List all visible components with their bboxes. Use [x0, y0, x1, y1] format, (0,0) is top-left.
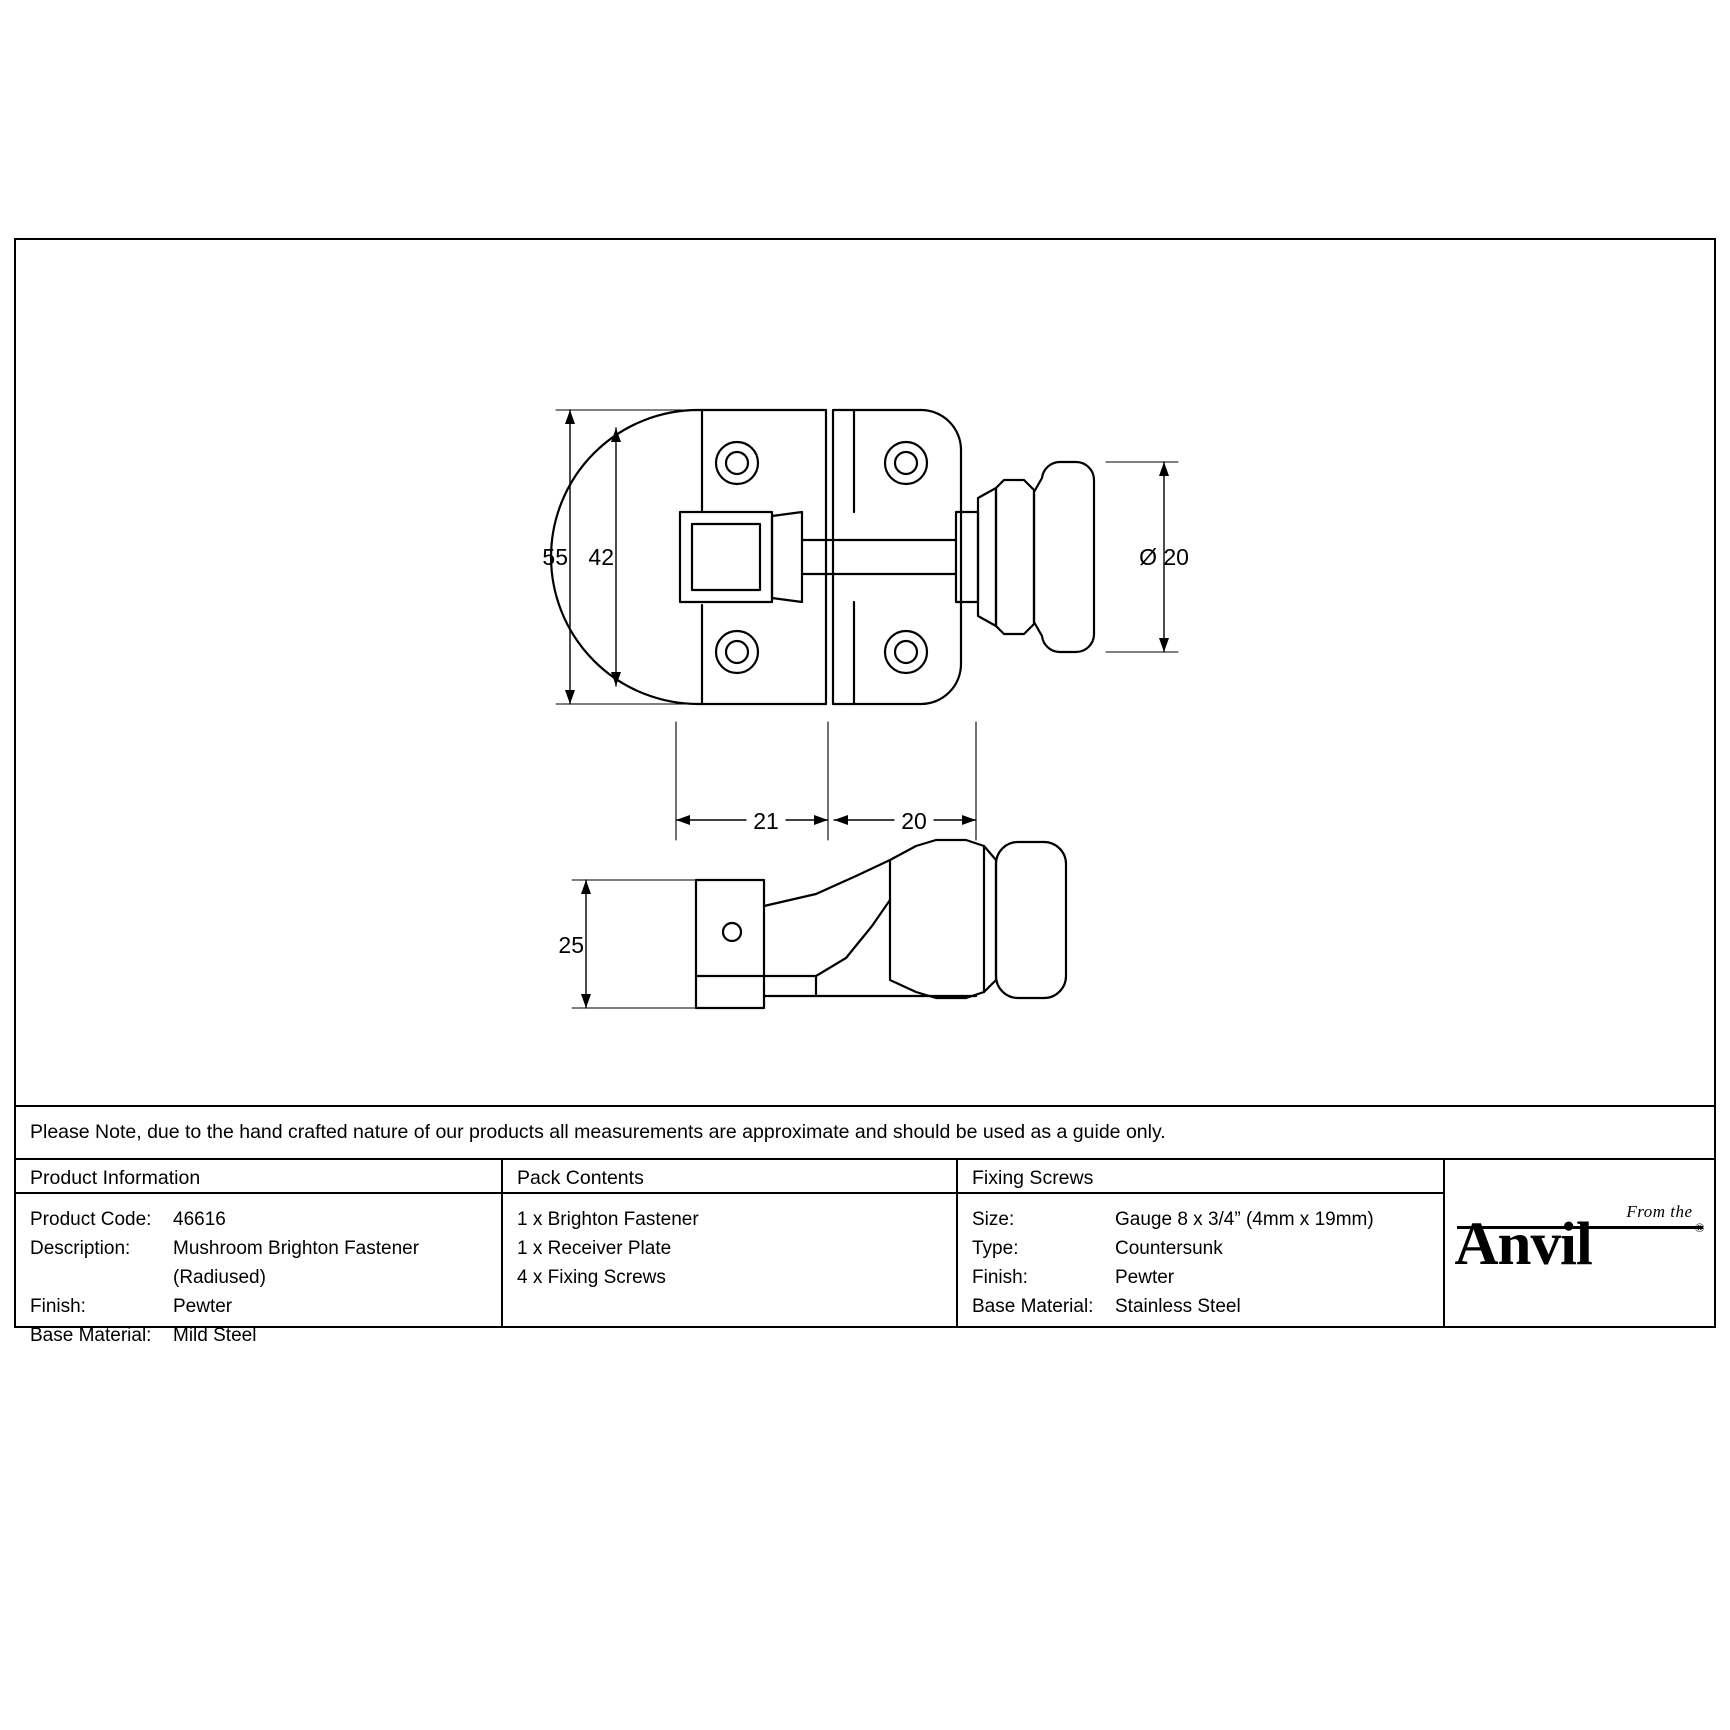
description-value-cont: (Radiused)	[173, 1267, 266, 1288]
dim-21-arrow-right	[814, 815, 828, 825]
receiver-slot-inner	[692, 524, 760, 590]
screw-hole-outer-3	[885, 442, 927, 484]
table-row	[30, 1205, 501, 1234]
pack-contents-body	[503, 1194, 956, 1292]
receiver-slot-outer	[680, 512, 772, 602]
table-row	[972, 1234, 1443, 1263]
technical-drawing	[16, 240, 1714, 1105]
dim-label-42: 42	[588, 544, 614, 570]
dim-label-25: 25	[558, 932, 584, 958]
drawing-svg	[16, 240, 1714, 1105]
screw-hole-inner-3	[895, 452, 917, 474]
screw-type-value: Countersunk	[1115, 1238, 1223, 1259]
fixing-screws-body	[958, 1194, 1443, 1321]
logo-brand-text: Anvil	[1454, 1211, 1592, 1278]
description-label: Description:	[30, 1238, 131, 1259]
table-row	[972, 1205, 1443, 1234]
dim-dia-arrow-top	[1159, 462, 1169, 476]
dim-label-20: 20	[901, 808, 927, 834]
pack-contents-heading: Pack Contents	[503, 1160, 956, 1194]
brand-logo	[1445, 1160, 1714, 1328]
description-label-cont	[30, 1263, 173, 1292]
logo-container	[1445, 1160, 1714, 1328]
screw-type-label: Type:	[972, 1238, 1019, 1259]
dim-42-arrow-bottom	[611, 672, 621, 686]
dim-dia-arrow-bottom	[1159, 638, 1169, 652]
fixing-screws-column	[958, 1160, 1445, 1328]
dim-label-55: 55	[542, 544, 568, 570]
dim-label-diameter: Ø 20	[1139, 544, 1189, 570]
screw-hole-inner-2	[726, 641, 748, 663]
drawing-sheet	[14, 238, 1716, 1346]
table-row	[972, 1263, 1443, 1292]
list-item: 1 x Brighton Fastener	[517, 1209, 699, 1230]
table-row	[30, 1234, 501, 1263]
base-material-label: Base Material:	[30, 1325, 152, 1346]
finish-value: Pewter	[173, 1296, 233, 1317]
table-row	[30, 1292, 501, 1321]
dim-42-arrow-top	[611, 428, 621, 442]
logo-inner	[1455, 1196, 1705, 1292]
note-row	[16, 1105, 1714, 1158]
knob-neck	[978, 488, 996, 626]
fixing-screws-heading: Fixing Screws	[958, 1160, 1443, 1194]
dim-25-arrow-bottom	[581, 994, 591, 1008]
dim-25-arrow-top	[581, 880, 591, 894]
description-value: Mushroom Brighton Fastener	[173, 1238, 420, 1259]
screw-hole-outer-1	[716, 442, 758, 484]
mushroom-knob	[1034, 462, 1094, 652]
note-text: Please Note, due to the hand crafted nature of our products all measurements are approximate and should be used as a guide only.	[30, 1121, 1166, 1143]
table-row	[30, 1321, 501, 1350]
screw-base-material-value: Stainless Steel	[1115, 1296, 1241, 1317]
side-plate-outline	[696, 880, 764, 1008]
finish-label: Finish:	[30, 1296, 86, 1317]
logo-from-the-text: From the	[1626, 1202, 1693, 1221]
receiver-collar	[772, 512, 802, 602]
product-code-label: Product Code:	[30, 1209, 152, 1230]
product-information-heading: Product Information	[16, 1160, 501, 1194]
screw-finish-label: Finish:	[972, 1267, 1028, 1288]
list-item: 4 x Fixing Screws	[517, 1267, 666, 1288]
list-item: 1 x Receiver Plate	[517, 1238, 672, 1259]
table-row	[30, 1263, 501, 1292]
knob-collar	[956, 512, 978, 602]
screw-hole-outer-2	[716, 631, 758, 673]
screw-finish-value: Pewter	[1115, 1267, 1175, 1288]
dim-55-arrow-top	[565, 410, 575, 424]
side-arm-bottom	[764, 900, 890, 976]
knob-base-ring	[996, 480, 1034, 634]
logo-registered-mark: ®	[1694, 1220, 1705, 1235]
screw-hole-inner-4	[895, 641, 917, 663]
dim-21-arrow-left	[676, 815, 690, 825]
dim-55-arrow-bottom	[565, 690, 575, 704]
side-mushroom-knob	[996, 842, 1066, 998]
screw-size-value: Gauge 8 x 3/4” (4mm x 19mm)	[1115, 1209, 1374, 1230]
screw-size-label: Size:	[972, 1209, 1015, 1230]
table-row	[972, 1292, 1443, 1321]
screw-base-material-label: Base Material:	[972, 1296, 1094, 1317]
dim-20-arrow-left	[834, 815, 848, 825]
pack-contents-column	[503, 1160, 958, 1328]
dim-label-21: 21	[753, 808, 779, 834]
side-screw-hole	[723, 923, 741, 941]
info-row	[16, 1158, 1714, 1346]
product-information-body	[16, 1194, 501, 1350]
screw-hole-inner-1	[726, 452, 748, 474]
side-knob-neck	[890, 840, 996, 998]
product-code-value: 46616	[173, 1209, 226, 1230]
base-material-value: Mild Steel	[173, 1325, 257, 1346]
dim-20-arrow-right	[962, 815, 976, 825]
product-information-column	[16, 1160, 503, 1346]
side-arm-top	[764, 860, 890, 906]
screw-hole-outer-4	[885, 631, 927, 673]
